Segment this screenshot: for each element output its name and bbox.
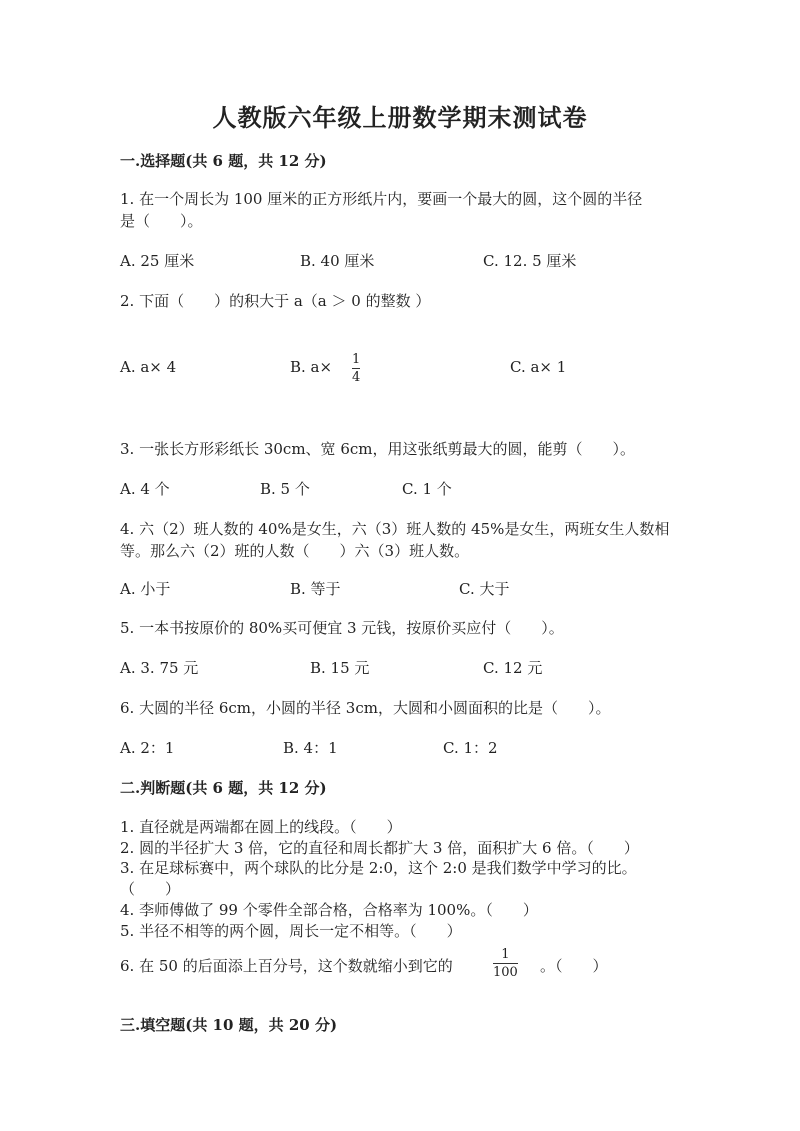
question-1-option-a: A. 25 厘米 — [120, 252, 195, 270]
judgement-item-3: 3. 在足球标赛中，两个球队的比分是 2:0，这个 2:0 是我们数学中学习的比。 — [120, 859, 637, 877]
question-1-option-b: B. 40 厘米 — [300, 252, 375, 270]
question-5-option-c: C. 12 元 — [483, 659, 543, 677]
question-3-line-1: 3. 一张长方形彩纸长 30cm、宽 6cm，用这张纸剪最大的圆，能剪（ ）。 — [120, 440, 635, 458]
question-2-line-1: 2. 下面（ ）的积大于 a（a ＞ 0 的整数 ） — [120, 292, 431, 310]
judgement-item-6-fraction — [493, 947, 518, 980]
question-1-option-c: C. 12. 5 厘米 — [483, 252, 577, 270]
question-1-line-1: 1. 在一个周长为 100 厘米的正方形纸片内，要画一个最大的圆，这个圆的半径 — [120, 190, 643, 208]
question-2-option-a: A. a× 4 — [120, 358, 177, 376]
question-5-option-a: A. 3. 75 元 — [120, 659, 199, 677]
question-1-line-2: 是（ ）。 — [120, 212, 203, 230]
question-3-option-a: A. 4 个 — [120, 480, 170, 498]
question-3-option-c: C. 1 个 — [402, 480, 452, 498]
question-3-option-b: B. 5 个 — [260, 480, 310, 498]
judgement-item-1: 1. 直径就是两端都在圆上的线段。（ ） — [120, 818, 402, 836]
question-4-option-a: A. 小于 — [120, 580, 171, 598]
question-5-option-b: B. 15 元 — [310, 659, 370, 677]
judgement-item-2: 2. 圆的半径扩大 3 倍，它的直径和周长都扩大 3 倍，面积扩大 6 倍。（ ） — [120, 839, 639, 857]
judgement-item-6: 6. 在 50 的后面添上百分号，这个数就缩小到它的 — [120, 957, 453, 975]
question-4-option-c: C. 大于 — [459, 580, 510, 598]
fraction-bar — [493, 963, 518, 964]
question-6-option-c: C. 1：2 — [443, 739, 498, 757]
fraction-denominator: 100 — [493, 965, 518, 980]
question-2-option-b-fraction — [352, 352, 360, 385]
section-heading-fill-in: 三.填空题(共 10 题，共 20 分) — [120, 1016, 338, 1034]
judgement-item-4: 4. 李师傅做了 99 个零件全部合格，合格率为 100%。（ ） — [120, 901, 538, 919]
question-6-option-a: A. 2：1 — [120, 739, 175, 757]
fraction-numerator: 1 — [501, 947, 510, 962]
question-4-line-2: 等。那么六（2）班的人数（ ）六（3）班人数。 — [120, 542, 470, 560]
judgement-item-6-tail: 。（ ） — [540, 957, 608, 975]
section-heading-choice: 一.选择题(共 6 题，共 12 分) — [120, 152, 327, 170]
fraction-bar — [352, 368, 360, 369]
section-heading-judgement: 二.判断题(共 6 题，共 12 分) — [120, 779, 327, 797]
judgement-item-3-continued: （ ） — [120, 880, 181, 898]
judgement-item-5: 5. 半径不相等的两个圆，周长一定不相等。（ ） — [120, 922, 462, 940]
question-4-option-b: B. 等于 — [290, 580, 341, 598]
question-4-line-1: 4. 六（2）班人数的 40%是女生，六（3）班人数的 45%是女生，两班女生人数相 — [120, 520, 670, 538]
page-title: 人教版六年级上册数学期末测试卷 — [212, 103, 588, 132]
question-2-option-c: C. a× 1 — [510, 358, 567, 376]
fraction-numerator: 1 — [352, 352, 361, 367]
question-6-option-b: B. 4：1 — [283, 739, 338, 757]
question-6-line-1: 6. 大圆的半径 6cm，小圆的半径 3cm，大圆和小圆面积的比是（ ）。 — [120, 699, 611, 717]
question-5-line-1: 5. 一本书按原价的 80%买可便宜 3 元钱，按原价买应付（ ）。 — [120, 619, 564, 637]
fraction-denominator: 4 — [352, 370, 361, 385]
question-2-option-b: B. a× — [290, 358, 333, 376]
